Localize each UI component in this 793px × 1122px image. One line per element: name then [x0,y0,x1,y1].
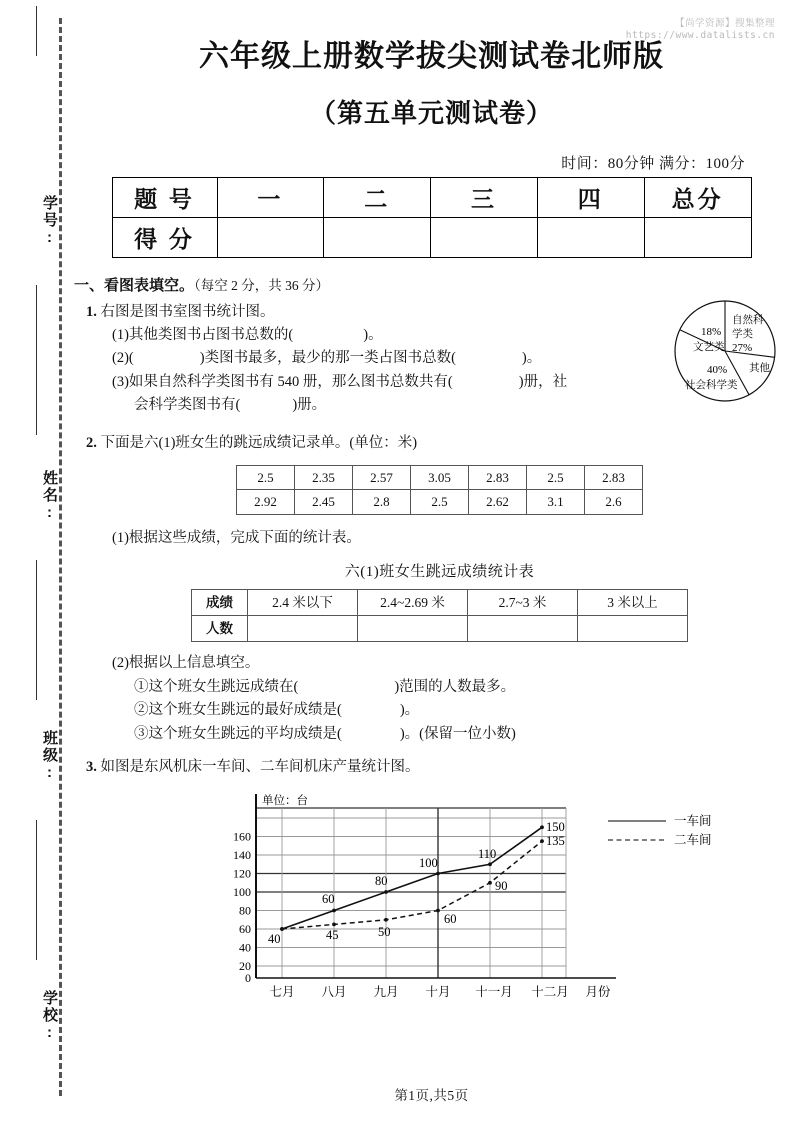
table-row [237,466,643,490]
margin-rule-3 [36,560,37,700]
score-value: 2.57 [353,466,411,490]
q1-p3-text-a: (3)如果自然科学类图书有 540 册，那么图书总数共有( [112,373,453,390]
score-cell-3[interactable] [431,217,538,257]
question-2-stem-text: 下面是六(1)班女生的跳远成绩记录单。(单位：米) [100,434,418,451]
ytick: 20 [239,958,251,973]
score-value: 2.83 [469,466,527,490]
score-table-col-1: 一 [217,177,324,217]
stat-category-3: 2.7~3 米 [468,590,578,616]
ytick: 140 [233,847,251,862]
pie-label-social-pct: 40% [707,363,728,376]
table-row [112,177,751,217]
data-label: 80 [375,873,388,888]
cut-dashed-line [59,18,62,1096]
score-value: 2.5 [411,490,469,514]
score-value: 3.05 [411,466,469,490]
chart-legend [608,813,712,847]
stat-category-1: 2.4 米以下 [248,590,358,616]
q1-p1-text-b: )。 [363,326,383,343]
table-row [237,490,643,514]
line-chart-svg [86,786,786,1014]
score-value: 2.35 [295,466,353,490]
q2-i1-text-b: )范围的人数最多。 [394,678,516,695]
q2-i3-text-b: )。(保留一位小数) [399,725,516,742]
margin-label-name: 姓名: [41,470,58,523]
score-cell-total[interactable] [644,217,751,257]
watermark-url: https://www.datalists.cn [625,29,775,41]
xtick: 十二月 [531,984,569,999]
q2-i2-text-a: ②这个班女生跳远的最好成绩是( [134,702,342,719]
score-value: 2.83 [585,466,643,490]
data-label: 100 [419,855,438,870]
series-workshop-1-labels [268,820,565,946]
data-label: 50 [378,924,391,939]
question-3-number: 3. [86,759,97,776]
q1-p2-text-b: )类图书最多，最少的那一类占图书总数( [199,350,456,367]
data-label: 60 [444,911,457,926]
xtick: 十月 [425,984,451,999]
watermark-source: 【尚学资源】搜集整理 [674,18,775,29]
question-2-number: 2. [86,434,97,451]
data-label: 60 [322,891,335,906]
section-label: 一、看图表填空。 [74,276,195,294]
data-label: 110 [478,846,497,861]
section-heading [74,274,793,295]
question-2-part-2: (2)根据以上信息填空。 [112,655,260,672]
score-cell-2[interactable] [324,217,431,257]
page-title: 六年级上册数学拔尖测试卷北师版 [199,40,664,73]
left-margin [0,0,70,1122]
section-points: （每空 2 分，共 36 分） [194,277,330,293]
score-cell-1[interactable] [217,217,324,257]
question-1 [86,301,793,418]
pie-label-arts-pct: 18% [701,325,722,338]
pie-label-science-pct: 27% [732,341,753,354]
stat-row-header-score: 成绩 [192,590,248,616]
question-3-stem-text: 如图是东风机床一车间、二车间机床产量统计图。 [100,759,420,776]
xtick: 十一月 [475,984,513,999]
jump-stats-table [191,589,688,642]
margin-label-school: 学校: [41,990,58,1043]
chart-x-tick-labels [269,984,611,999]
pie-label-other: 其他 [749,361,770,374]
pie-label-social: 社会科学类 [685,378,738,391]
margin-label-student-id: 学号: [41,195,58,248]
pie-chart-library-books [671,295,779,407]
stat-count-1[interactable] [248,616,358,642]
data-label: 150 [546,819,565,834]
exam-page [70,0,793,1122]
score-value: 2.6 [585,490,643,514]
question-1-stem-text: 右图是图书室图书统计图。 [100,303,275,320]
page-subtitle: （第五单元测试卷） [309,98,553,128]
xtick: 七月 [269,984,295,999]
question-2-item-2 [134,699,793,722]
score-table-col-4: 四 [537,177,644,217]
score-table-row-label-score: 得 分 [112,217,217,257]
q2-i3-text-a: ③这个班女生跳远的平均成绩是( [134,725,342,742]
score-value: 2.5 [237,466,295,490]
jump-scores-table [236,465,643,514]
q1-p4-text-a: 会科学类图书有( [134,397,241,414]
line-chart-machine-output [86,786,793,1016]
ytick: 40 [239,940,251,955]
question-2 [86,432,793,746]
stat-count-3[interactable] [468,616,578,642]
score-table-col-2: 二 [324,177,431,217]
margin-label-class: 班级: [41,730,58,783]
page-footer: 第1页,共5页 [394,1088,469,1103]
pie-label-science-1: 自然科 [732,313,764,326]
ytick: 80 [239,903,251,918]
chart-gridlines-horizontal [256,808,566,966]
question-1-number: 1. [86,303,97,320]
ytick: 160 [233,829,251,844]
score-value: 2.45 [295,490,353,514]
score-table-row-label-qnum: 题 号 [112,177,217,217]
data-label: 45 [326,927,339,942]
time-and-score-info: 时间：80分钟 满分：100分 [561,155,745,172]
score-value: 2.92 [237,490,295,514]
chart-unit-label: 单位：台 [262,794,308,807]
margin-rule-1 [36,6,37,56]
score-table-col-total: 总分 [644,177,751,217]
ytick: 0 [245,970,251,985]
table-row [112,217,751,257]
table-row [192,616,688,642]
stat-category-2: 2.4~2.69 米 [358,590,468,616]
question-3 [86,756,793,1015]
score-table-col-3: 三 [431,177,538,217]
score-table [112,177,752,258]
question-2-part-1: (1)根据这些成绩，完成下面的统计表。 [112,529,361,546]
q1-p4-text-b: )册。 [292,397,327,414]
pie-label-arts: 文艺类 [693,340,725,353]
question-2-item-1 [134,676,793,699]
xtick: 八月 [321,984,347,999]
q1-p2-text-a: (2)( [112,350,134,367]
ytick: 100 [233,884,251,899]
series-workshop-2-labels [326,834,565,942]
pie-chart-svg [671,295,779,407]
question-3-stem [86,756,793,779]
score-value: 3.1 [527,490,585,514]
table-row [192,590,688,616]
q1-p3-text-b: )册，社 [518,373,568,390]
score-value: 2.8 [353,490,411,514]
chart-y-tick-labels [233,829,251,985]
xtick: 九月 [373,984,399,999]
score-value: 2.5 [527,466,585,490]
data-label: 40 [268,931,281,946]
stat-count-2[interactable] [358,616,468,642]
stat-category-4: 3 米以上 [578,590,688,616]
legend-label-workshop-2: 二车间 [674,832,712,847]
score-value: 2.62 [469,490,527,514]
q2-i1-text-a: ①这个班女生跳远成绩在( [134,678,299,695]
stat-count-4[interactable] [578,616,688,642]
question-2-item-3 [134,723,793,746]
ytick: 120 [233,866,251,881]
chart-x-axis-label: 月份 [585,984,611,999]
q2-i2-text-b: )。 [399,702,420,719]
margin-rule-4 [36,820,37,960]
score-cell-4[interactable] [537,217,644,257]
legend-label-workshop-1: 一车间 [674,813,712,828]
question-2-stem [86,432,793,455]
data-label: 90 [495,878,508,893]
margin-rule-2 [36,285,37,435]
stat-row-header-count: 人数 [192,616,248,642]
pie-label-science-2: 学类 [732,327,753,340]
data-label: 135 [546,833,565,848]
q1-p2-text-c: )。 [521,350,542,367]
stat-table-title: 六(1)班女生跳远成绩统计表 [344,563,535,580]
q1-p1-text-a: (1)其他类图书占图书总数的( [112,326,294,343]
ytick: 60 [239,921,251,936]
